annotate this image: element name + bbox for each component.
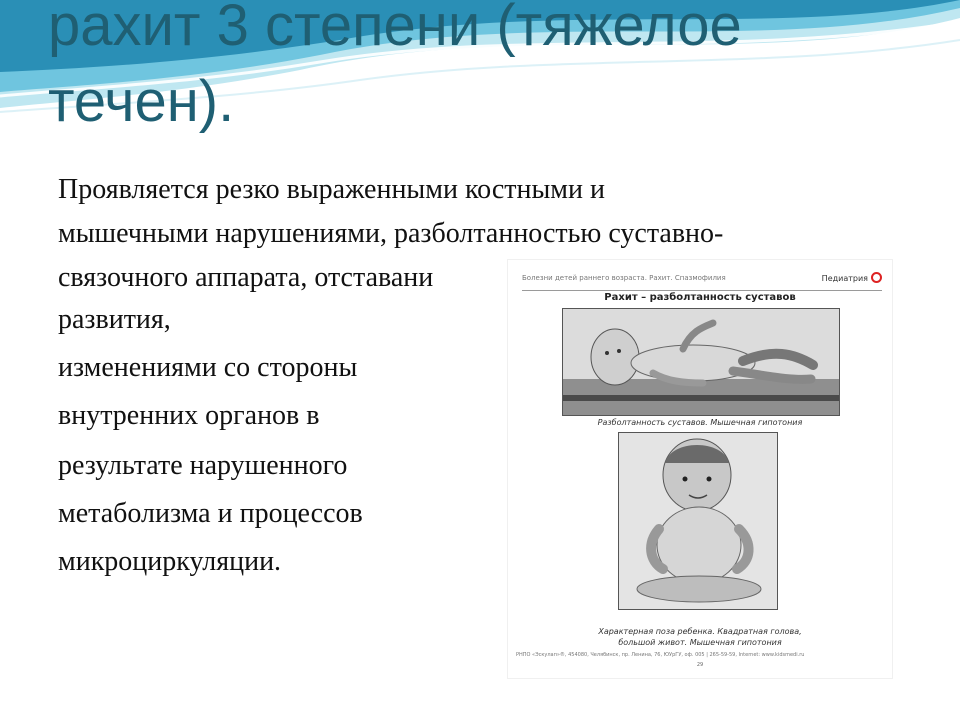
- photo-sitting-child: [618, 432, 778, 610]
- photo-caption-2-line-1: Характерная поза ребенка. Квадратная голова,: [598, 627, 802, 636]
- body-line: результате нарушенного: [58, 450, 348, 481]
- scanned-page-figure: [508, 260, 892, 678]
- body-line: микроциркуляции.: [58, 546, 282, 577]
- scanned-page-title: Рахит – разболтанность суставов: [604, 292, 796, 303]
- photo-caption-2-line-2: большой живот. Мышечная гипотония: [618, 638, 782, 647]
- body-line: мышечными нарушениями, разболтанностью суставно-: [58, 218, 724, 249]
- slide-title: [48, 0, 948, 140]
- body-line: внутренних органов в: [58, 400, 320, 431]
- scanned-page-header: [522, 272, 882, 291]
- body-line: изменениями со стороны: [58, 352, 358, 383]
- brand-logo-icon: [871, 272, 882, 283]
- photo-caption-1: Разболтанность суставов. Мышечная гипотония: [597, 418, 803, 427]
- scanned-page-footer: РНПО «Эскулап»®, 454080, Челябинск, пр. Ленина, 76, ЮУрГУ, оф. 005 | 265-59-59, Internet: www.kidsmedi.ru: [516, 652, 805, 658]
- slide-title-line-2: течен).: [48, 69, 235, 134]
- body-line: развития,: [58, 304, 171, 335]
- body-line: связочного аппарата, отставани: [58, 262, 434, 293]
- scanned-page-source: Болезни детей раннего возраста. Рахит. Спазмофилия: [522, 274, 726, 282]
- slide-title-line-1: рахит 3 степени (тяжелое: [48, 0, 742, 58]
- scanned-page-number: 29: [696, 662, 704, 668]
- photo-lying-infant: [562, 308, 840, 416]
- scanned-page-brand: Педиатрия: [821, 274, 868, 283]
- photo-caption-2: [568, 626, 832, 648]
- body-line: метаболизма и процессов: [58, 498, 363, 529]
- body-line: Проявляется резко выраженными костными и: [58, 174, 605, 205]
